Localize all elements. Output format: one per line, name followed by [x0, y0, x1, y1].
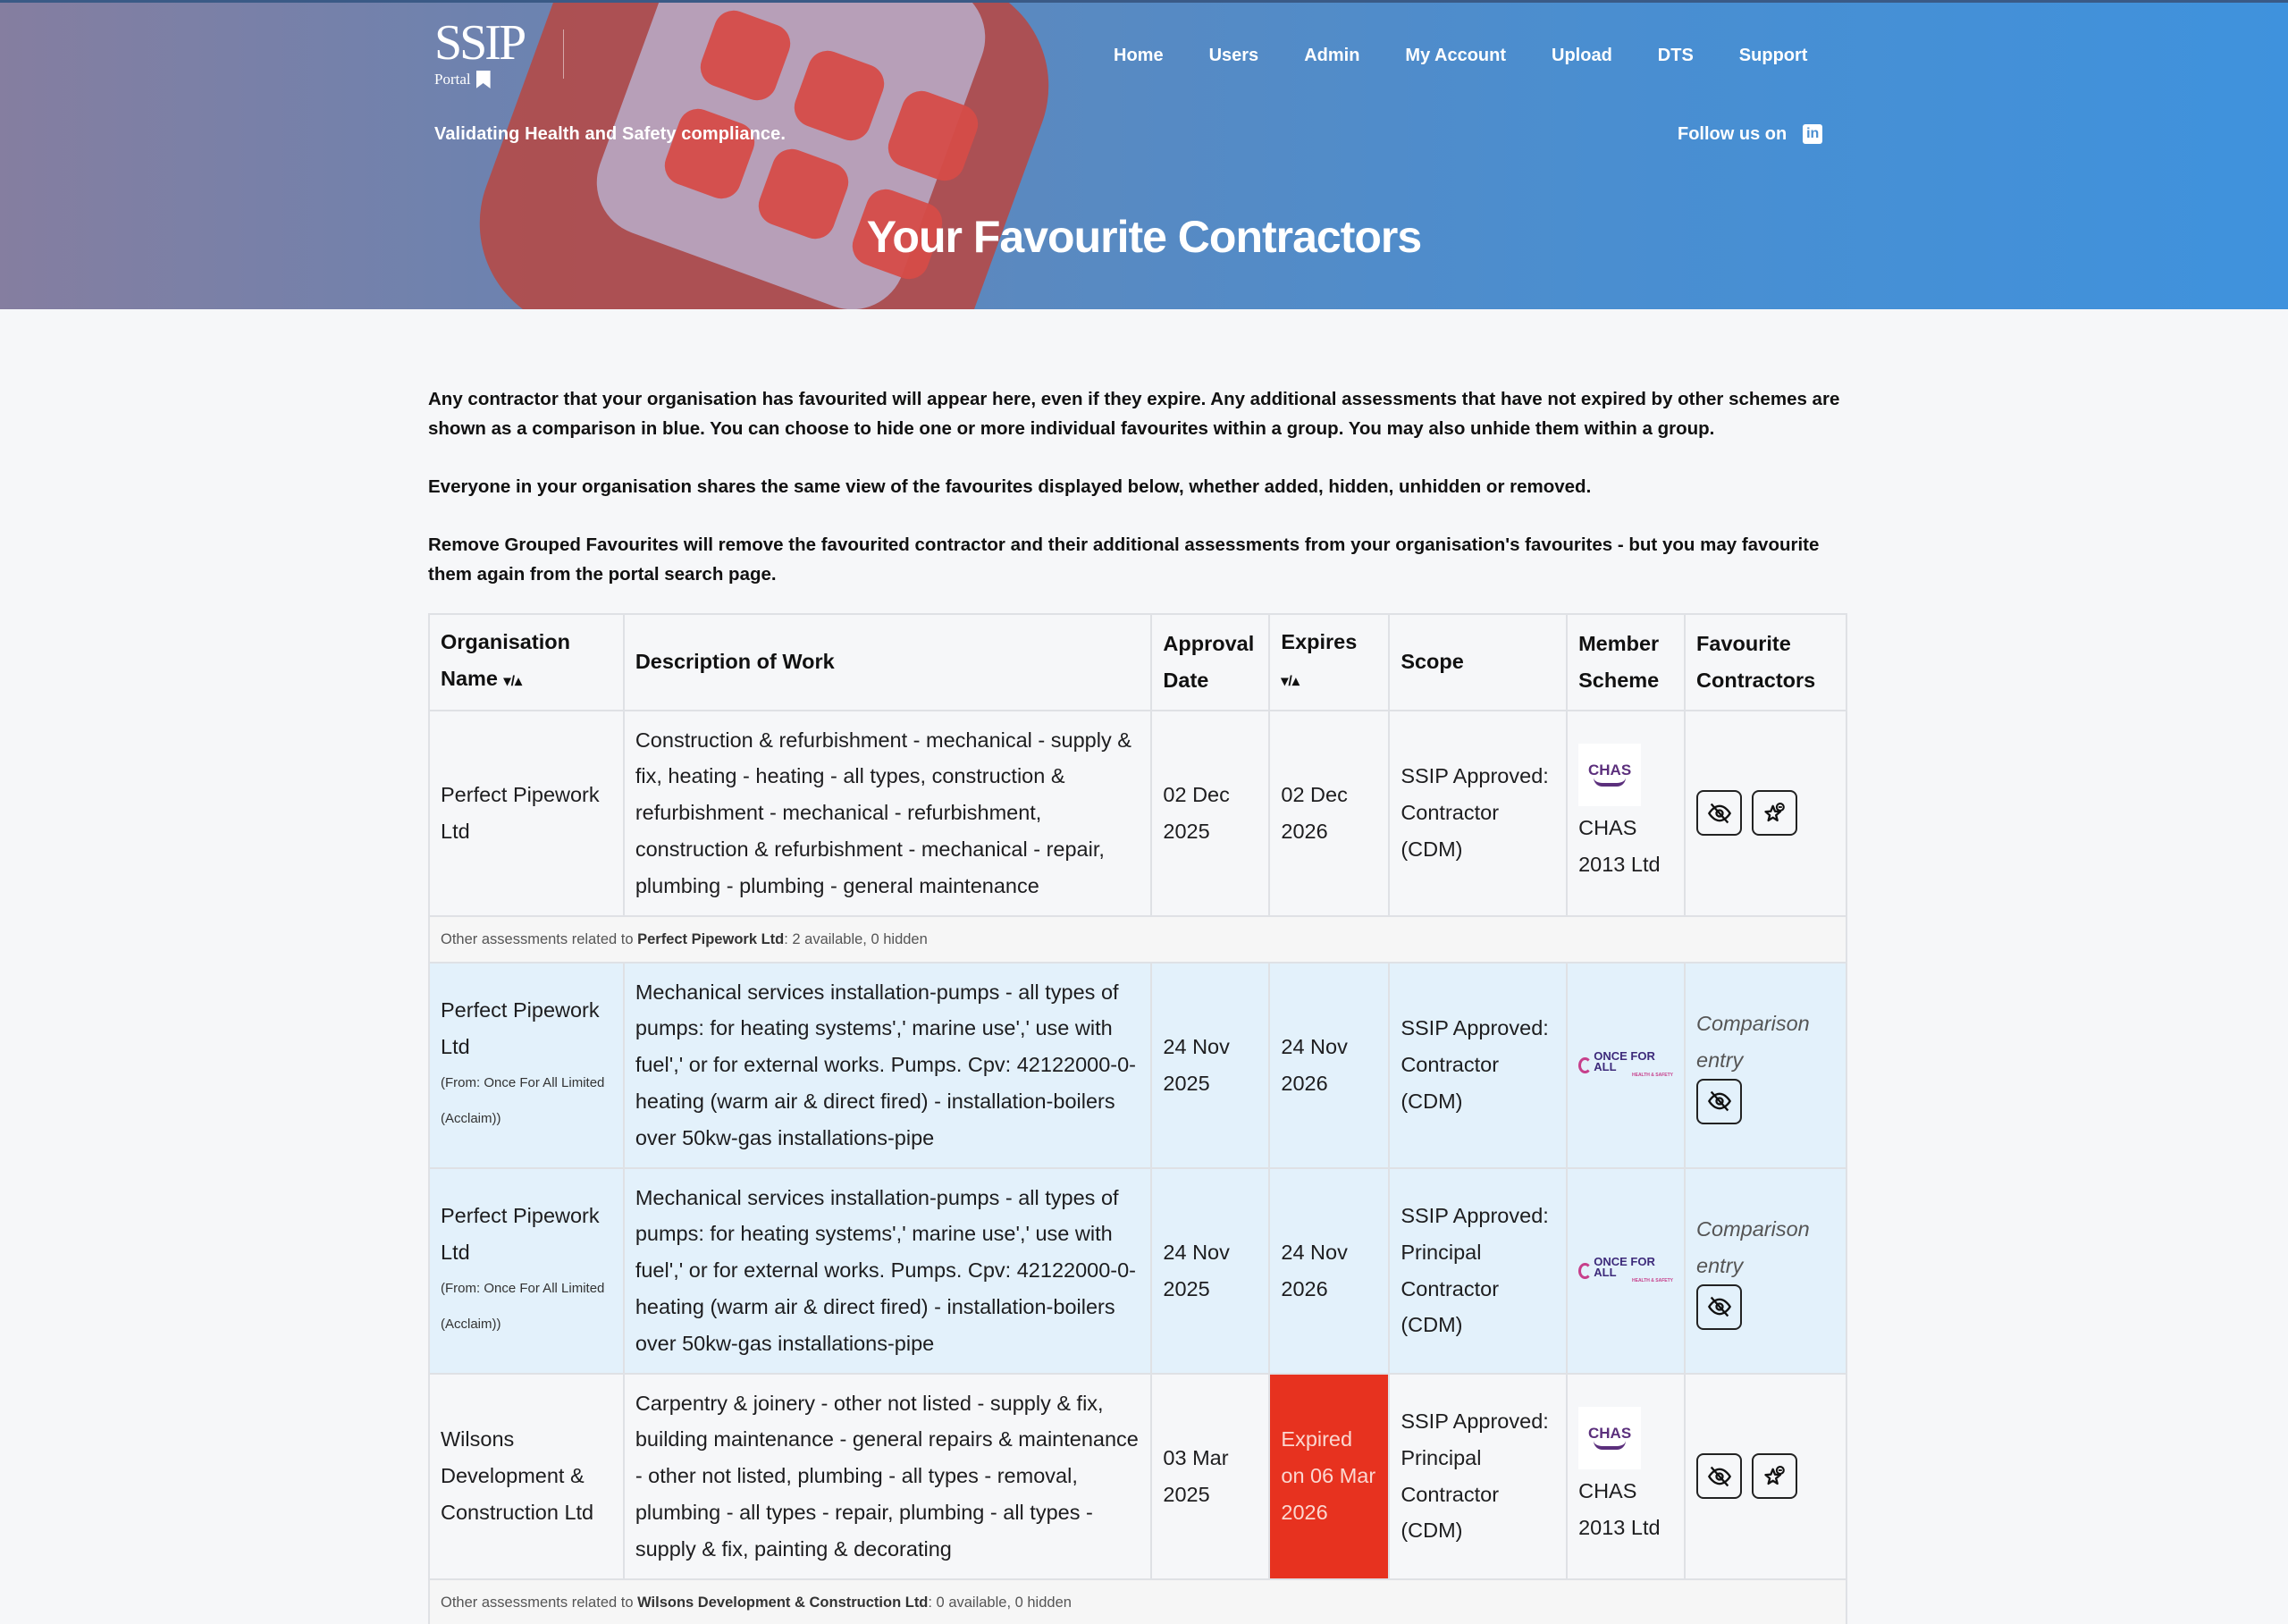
favourite-actions: [1685, 1374, 1846, 1579]
table-row: [429, 711, 1846, 916]
member-scheme: [1567, 711, 1685, 916]
nav-my-account[interactable]: My Account: [1405, 46, 1507, 65]
nav-upload[interactable]: Upload: [1552, 46, 1612, 65]
other-assessments-summary: Other assessments related to Wilsons Development & Construction Ltd: 0 available, 0 hidden: [429, 1579, 1846, 1624]
page-title: Your Favourite Contractors: [866, 212, 1422, 262]
expires-date: 24 Nov 2026: [1269, 1168, 1389, 1374]
follow-label: Follow us on: [1678, 124, 1788, 144]
other-assessments-summary: Other assessments related to Perfect Pipework Ltd: 2 available, 0 hidden: [429, 916, 1846, 963]
col-description: Description of Work: [624, 614, 1152, 711]
nav-home[interactable]: Home: [1114, 46, 1164, 65]
favourite-actions: [1685, 711, 1846, 916]
approval-date: 24 Nov 2025: [1151, 963, 1269, 1168]
intro-text: [428, 384, 1849, 618]
eye-off-icon: [1707, 1089, 1732, 1114]
ssip-portal-logo[interactable]: [434, 15, 551, 88]
logo-divider: [563, 29, 564, 79]
col-favourite-contractors: Favourite Contractors: [1685, 614, 1846, 711]
favourites-table: [428, 613, 1847, 1624]
comparison-row: [429, 1168, 1846, 1374]
remove-favourite-button[interactable]: [1752, 790, 1797, 836]
col-organisation-name[interactable]: Organisation Name ▾/▴: [429, 614, 624, 711]
col-expires[interactable]: Expires ▾/▴: [1269, 614, 1389, 711]
other-assessments-row: [429, 1579, 1846, 1624]
description: Construction & refurbishment - mechanical - supply & fix, heating - heating - all types, construction & refurbishment - mechanical - refurbishment, construction & refurbishment - mechanical - repair, plumbing - plumbing - general maintenance: [624, 711, 1152, 916]
eye-off-icon: [1707, 1464, 1732, 1489]
sort-toggle-icon[interactable]: ▾/▴: [503, 673, 523, 689]
logo-text: SSIP: [434, 15, 525, 71]
col-scope: Scope: [1389, 614, 1567, 711]
expires-date: 02 Dec 2026: [1269, 711, 1389, 916]
hide-favourite-button[interactable]: [1696, 1079, 1742, 1124]
page-banner: [0, 0, 2288, 309]
follow-us: [1678, 122, 1822, 146]
bookmark-ribbon-icon: [476, 71, 491, 88]
chas-logo: CHAS: [1578, 744, 1641, 806]
once-for-all-logo: ONCE FOR ALL HEALTH & SAFETY: [1578, 1257, 1673, 1284]
org-name: Perfect Pipework Ltd: [429, 711, 624, 916]
logo-subtext: Portal: [434, 71, 471, 88]
description: Carpentry & joinery - other not listed - supply & fix, building maintenance - general repairs & maintenance - other not listed, plumbing - all types - removal, plumbing - all types - repair, plumbing - all types - supply & fix, painting & decorating: [624, 1374, 1152, 1579]
linkedin-icon[interactable]: in: [1803, 124, 1822, 144]
logo-subline: [434, 69, 491, 88]
eye-off-icon: [1707, 801, 1732, 826]
approval-date: 02 Dec 2025: [1151, 711, 1269, 916]
favourite-actions: [1685, 1168, 1846, 1374]
comparison-row: [429, 963, 1846, 1168]
hide-favourite-button[interactable]: [1696, 1453, 1742, 1499]
intro-paragraph-3: Remove Grouped Favourites will remove the favourited contractor and their additional assessments from your organisation's favourites - but you may favourite them again from the portal search page.: [428, 534, 1820, 585]
member-scheme: [1567, 963, 1685, 1168]
scope: SSIP Approved: Principal Contractor (CDM): [1389, 1168, 1567, 1374]
star-remove-icon: [1762, 801, 1788, 826]
scope: SSIP Approved: Contractor (CDM): [1389, 963, 1567, 1168]
table-row: [429, 1374, 1846, 1579]
scheme-name: CHAS 2013 Ltd: [1578, 1478, 1661, 1539]
org-name: Wilsons Development & Construction Ltd: [429, 1374, 624, 1579]
intro-paragraph-1: Any contractor that your organisation has favourited will appear here, even if they expire. Any additional assessments that have not expired by other schemes are shown as a comparison in blue. You can choose to hide one or more individual favourites within a group. You may also unhide them within a group.: [428, 389, 1840, 439]
hide-favourite-button[interactable]: [1696, 1284, 1742, 1330]
nav-support[interactable]: Support: [1738, 46, 1808, 65]
scope: SSIP Approved: Contractor (CDM): [1389, 711, 1567, 916]
eye-off-icon: [1707, 1294, 1732, 1319]
approval-date: 24 Nov 2025: [1151, 1168, 1269, 1374]
main-nav: [1114, 44, 1807, 67]
tagline: Validating Health and Safety compliance.: [434, 124, 786, 144]
comparison-label: Comparison entry: [1696, 1012, 1810, 1073]
other-assessments-row: [429, 916, 1846, 963]
member-scheme: [1567, 1374, 1685, 1579]
org-name: Perfect Pipework Ltd (From: Once For All Limited (Acclaim)): [429, 963, 624, 1168]
nav-dts[interactable]: DTS: [1657, 46, 1694, 65]
col-member-scheme: Member Scheme: [1567, 614, 1685, 711]
comparison-label: Comparison entry: [1696, 1217, 1810, 1278]
favourite-actions: [1685, 963, 1846, 1168]
org-name: Perfect Pipework Ltd (From: Once For All Limited (Acclaim)): [429, 1168, 624, 1374]
member-scheme: [1567, 1168, 1685, 1374]
sort-toggle-icon[interactable]: ▾/▴: [1281, 673, 1300, 689]
expired-status: Expired on 06 Mar 2026: [1269, 1374, 1389, 1579]
intro-paragraph-2: Everyone in your organisation shares the same view of the favourites displayed below, whether added, hidden, unhidden or removed.: [428, 476, 1592, 497]
scheme-name: CHAS 2013 Ltd: [1578, 815, 1661, 876]
col-approval-date: Approval Date: [1151, 614, 1269, 711]
nav-admin[interactable]: Admin: [1304, 46, 1360, 65]
source-scheme: (From: Once For All Limited (Acclaim)): [441, 1074, 605, 1127]
chas-logo: CHAS: [1578, 1407, 1641, 1469]
nav-users[interactable]: Users: [1208, 46, 1259, 65]
description: Mechanical services installation-pumps - all types of pumps: for heating systems',' marine use',' use with fuel',' or for external works. Pumps. Cpv: 42122000-0-heating (warm air & direct fired) - installation-boilers over 50kw-gas installations-pipe: [624, 1168, 1152, 1374]
once-for-all-logo: ONCE FOR ALL HEALTH & SAFETY: [1578, 1051, 1673, 1079]
approval-date: 03 Mar 2025: [1151, 1374, 1269, 1579]
scope: SSIP Approved: Principal Contractor (CDM): [1389, 1374, 1567, 1579]
table-header-row: [429, 614, 1846, 711]
source-scheme: (From: Once For All Limited (Acclaim)): [441, 1280, 605, 1333]
description: Mechanical services installation-pumps - all types of pumps: for heating systems',' marine use',' use with fuel',' or for external works. Pumps. Cpv: 42122000-0-heating (warm air & direct fired) - installation-boilers over 50kw-gas installations-pipe: [624, 963, 1152, 1168]
expires-date: 24 Nov 2026: [1269, 963, 1389, 1168]
star-remove-icon: [1762, 1464, 1788, 1489]
hide-favourite-button[interactable]: [1696, 790, 1742, 836]
remove-favourite-button[interactable]: [1752, 1453, 1797, 1499]
